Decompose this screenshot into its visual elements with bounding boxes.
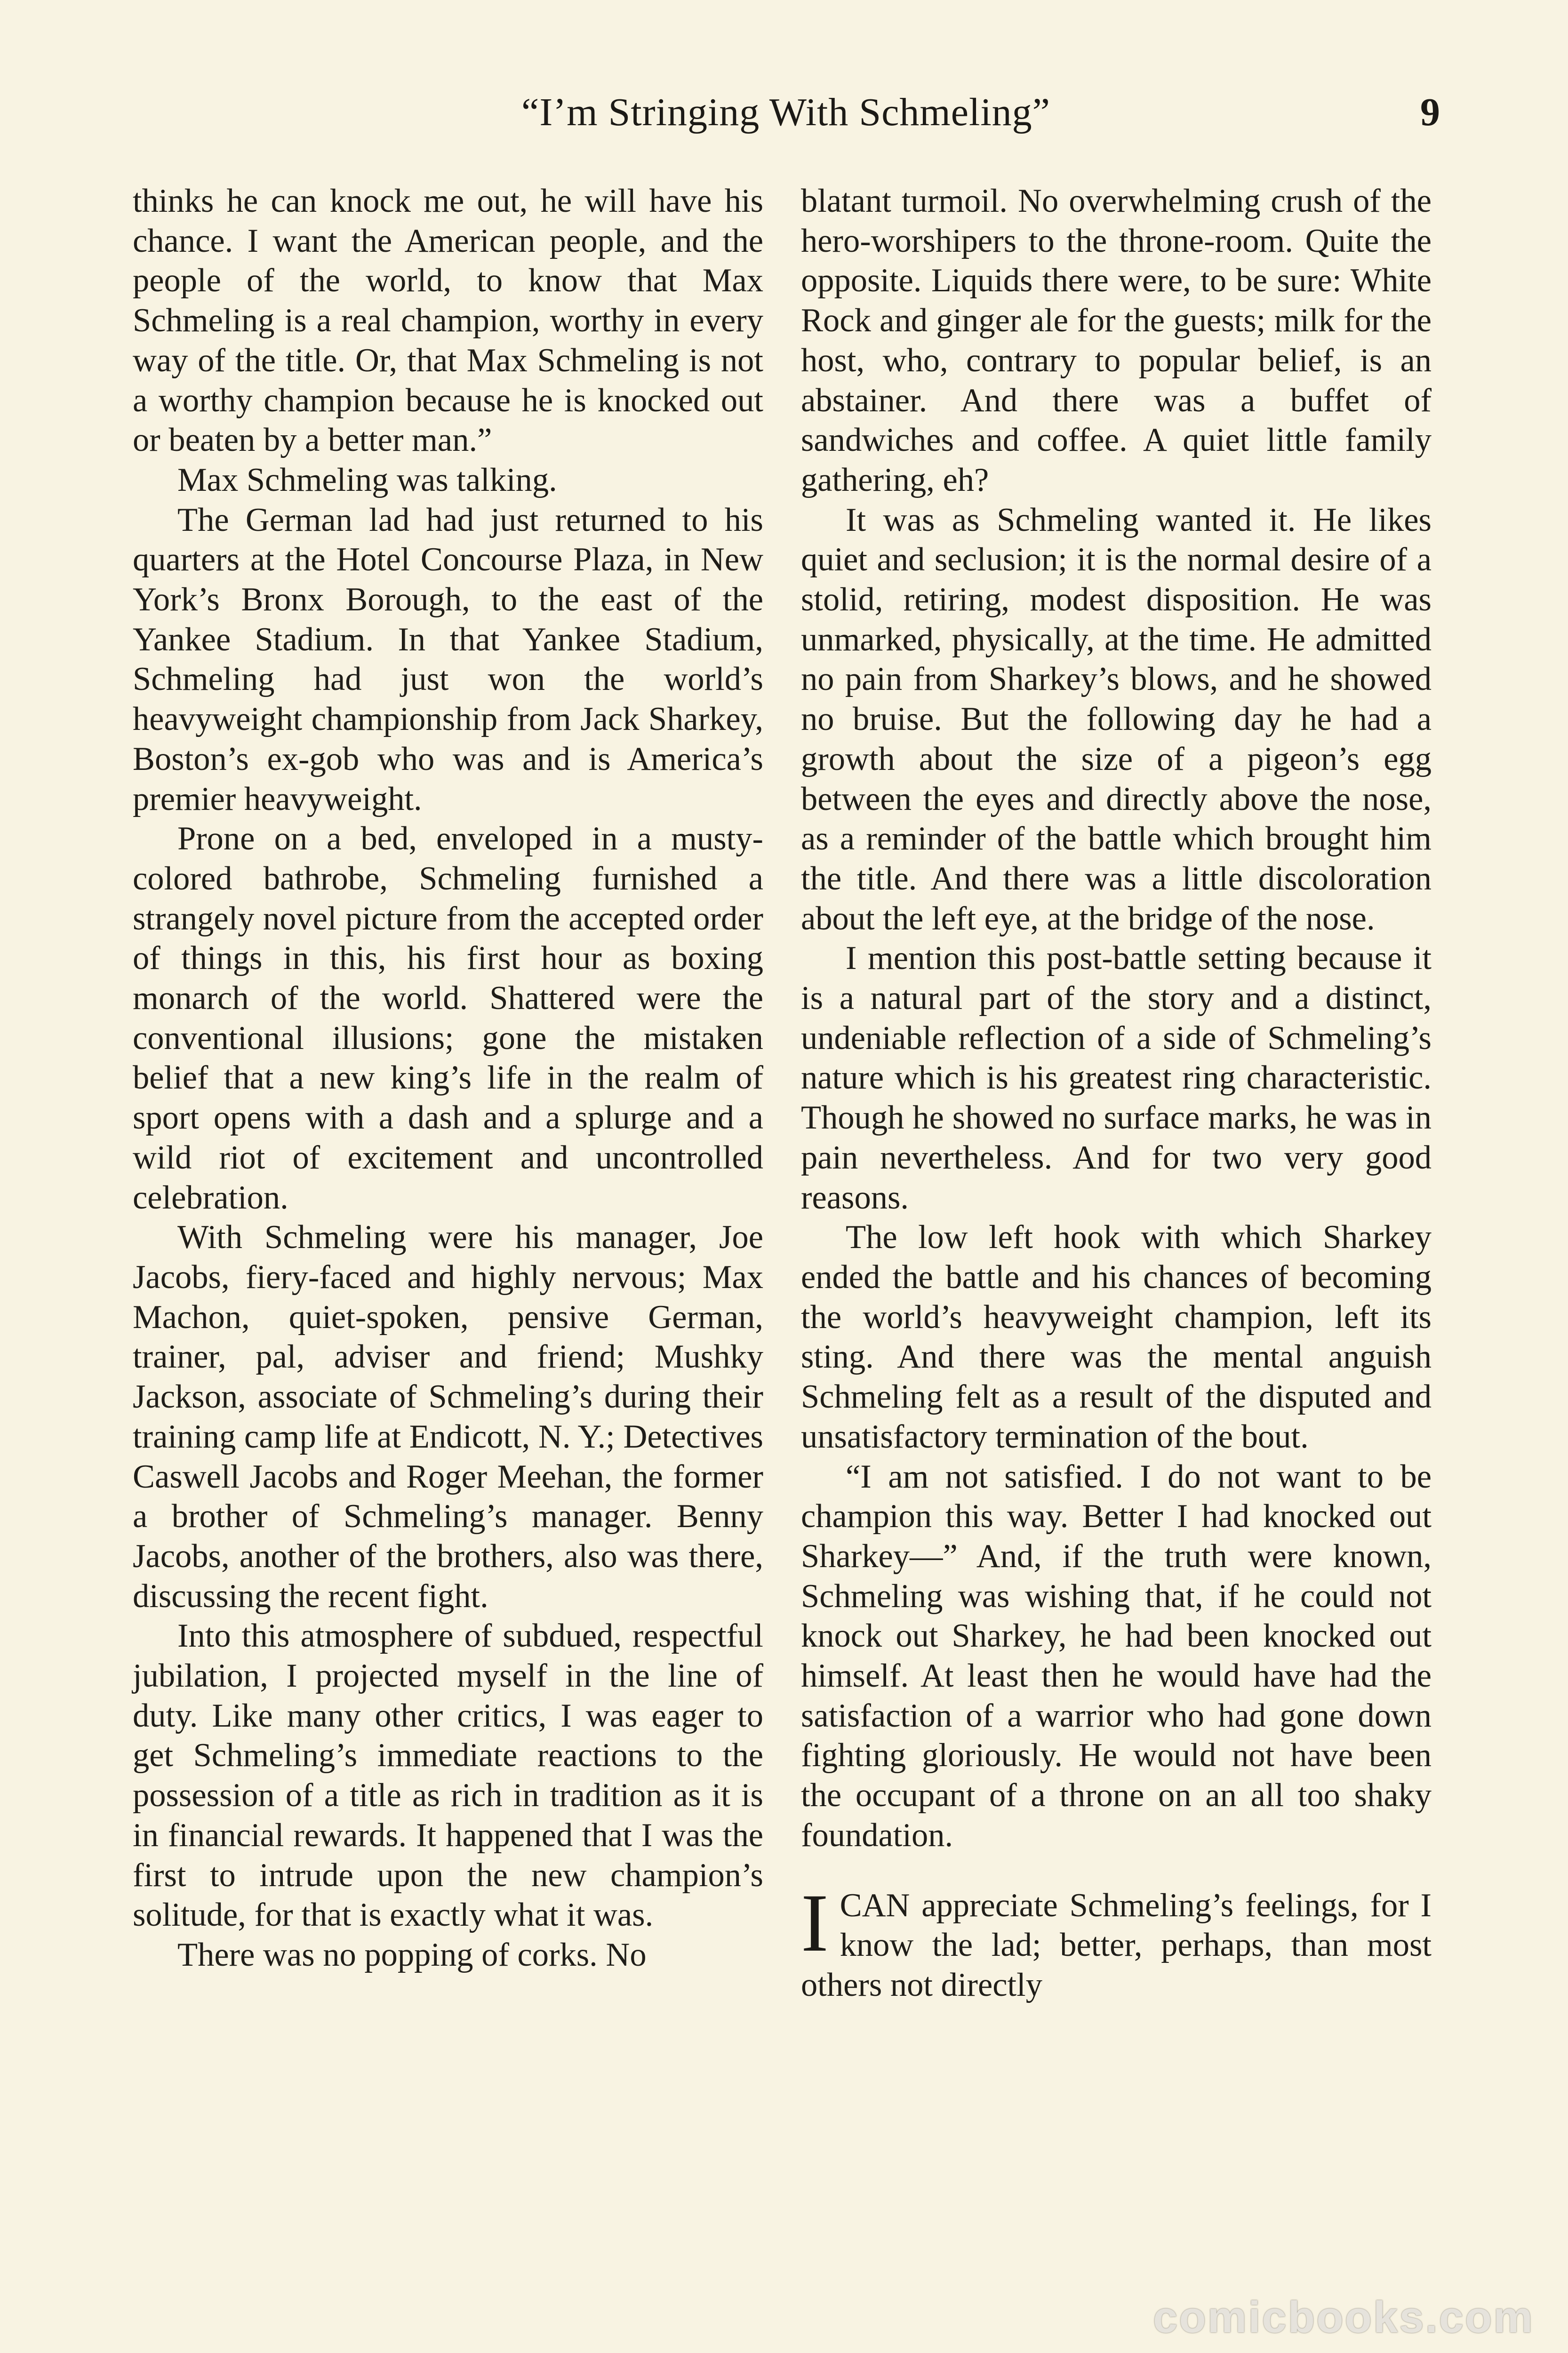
paragraph: It was as Schmeling wanted it. He likes quiet and seclusion; it is the normal desire of a stolid, retiring, modest disposition. He was unmarked, physically, at the time. He admitted no pain from Sharkey’s blows, and he showed no bruise. But the following day he had a growth about the size of a pigeon’s egg between the eyes and directly above the nose, as a reminder of the battle which brought him the title. And there was a little discoloration about the left eye, at the bridge of the nose.: [801, 501, 1432, 937]
page-header: [132, 89, 1440, 151]
paragraph: Prone on a bed, enveloped in a musty-colored bathrobe, Schmeling furnished a strangely novel picture from the accepted order of things in this, his first hour as boxing monarch of the world. Shattered were the conventional illusions; gone the mistaken belief that a new king’s life in the realm of sport opens with a dash and a splurge and a wild riot of excitement and uncontrolled celebration.: [133, 820, 763, 1216]
section-opening-paragraph: [801, 1877, 1432, 2005]
paragraph: thinks he can knock me out, he will have his chance. I want the American people, and the people of the world, to know that Max Schmeling is a real champion, worthy in every way of the title. Or, that Max Schmeling is not a worthy champion because he is knocked out or beaten by a better man.”: [133, 183, 763, 459]
paragraph: There was no popping of corks. No: [177, 1936, 647, 1973]
paragraph: The German lad had just returned to his quarters at the Hotel Concourse Plaza, in New York’s Bronx Borough, to the east of the Yankee Stadium. In that Yankee Stadium, Schmeling had just won the world’s heavyweight championship from Jack Sharkey, Boston’s ex-gob who was and is America’s premier heavyweight.: [133, 501, 763, 817]
site-watermark: comicbooks.com: [1153, 2292, 1534, 2342]
section-opening-text: CAN appreciate Schmeling’s feelings, for I know the lad; better, perhaps, than most others not directly: [801, 1887, 1432, 2003]
right-column: [801, 181, 1432, 2005]
paragraph: blatant turmoil. No overwhelming crush of the hero-worshipers to the throne-room. Quite the opposite. Liquids there were, to be sure: White Rock and ginger ale for the guests; milk for the host, who, contrary to popular belief, is an abstainer. And there was a buffet of sandwiches and coffee. A quiet little family gathering, eh?: [801, 183, 1432, 498]
running-title: “I’m Stringing With Schmeling”: [521, 90, 1050, 134]
paragraph: I mention this post-battle setting because it is a natural part of the story and a distinct, undeniable reflection of a side of Schmeling’s nature which is his greatest ring characteristic. Though he showed no surface marks, he was in pain nevertheless. And for two very good reasons.: [801, 940, 1432, 1216]
drop-cap: I: [801, 1877, 829, 1969]
paragraph: Into this atmosphere of subdued, respectful jubilation, I projected myself in the line of duty. Like many other critics, I was eager to get Schmeling’s immediate reactions to the possession of a title as rich in tradition as it is in financial rewards. It happened that I was the first to intrude upon the new champion’s solitude, for that is exactly what it was.: [133, 1617, 763, 1934]
page-number: 9: [1420, 90, 1440, 134]
paragraph: Max Schmeling was talking.: [177, 461, 557, 498]
paragraph: “I am not satisfied. I do not want to be champion this way. Better I had knocked out Sharkey—” And, if the truth were known, Schmeling was wishing that, if he could not knock out Sharkey, he had been knocked out himself. At least then he would have had the satisfaction of a warrior who had gone down fighting gloriously. He would not have been the occupant of a throne on an all too shaky foundation.: [801, 1458, 1432, 1854]
left-column: [133, 181, 763, 1975]
paragraph: The low left hook with which Sharkey ended the battle and his chances of becoming the world’s heavyweight champion, left its sting. And there was the mental anguish Schmeling felt as a result of the disputed and unsatisfactory termination of the bout.: [801, 1219, 1432, 1455]
paragraph: With Schmeling were his manager, Joe Jacobs, fiery-faced and highly nervous; Max Machon, quiet-spoken, pensive German, trainer, pal, adviser and friend; Mushky Jackson, associate of Schmeling’s during their training camp life at Endicott, N. Y.; Detectives Caswell Jacobs and Roger Meehan, the former a brother of Schmeling’s manager. Benny Jacobs, another of the brothers, also was there, discussing the recent fight.: [133, 1219, 763, 1615]
